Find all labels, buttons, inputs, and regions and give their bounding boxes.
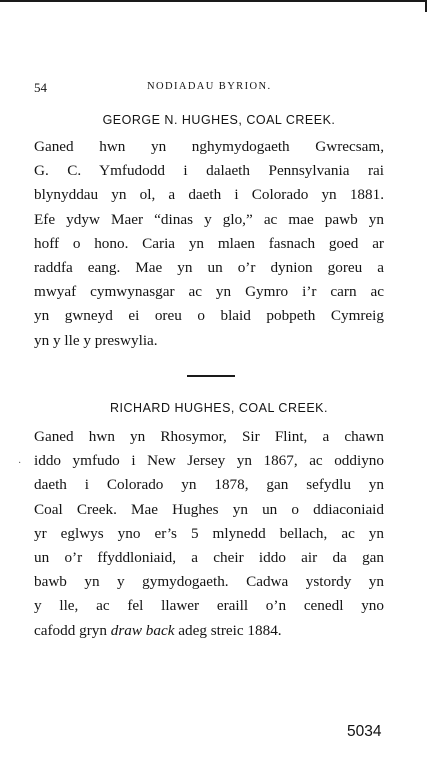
page-number: 54 — [34, 80, 47, 95]
paragraph-line: raddfa eang. Mae yn un o’r dynion goreu a — [34, 259, 384, 277]
paragraph-line: iddo ymfudo i New Jersey yn 1867, ac oddiyno — [34, 452, 384, 470]
section-heading-richard-hughes: RICHARD HUGHES, COAL CREEK. — [110, 401, 328, 415]
paragraph-line: Ganed hwn yn nghymydogaeth Gwrecsam, — [34, 138, 384, 155]
paragraph-line: blynyddau yn ol, a daeth i Colorado yn 1881. — [34, 186, 384, 204]
paragraph-line: Ganed hwn yn Rhosymor, Sir Flint, a chawn — [34, 428, 384, 445]
running-title: NODIADAU BYRION. — [147, 81, 272, 92]
paragraph-line: yn y lle y preswylia. — [34, 331, 158, 349]
paragraph-line: Efe ydyw Maer “dinas y glo,” ac mae pawb yn — [34, 210, 384, 228]
page-footer-number: 5034 — [347, 723, 382, 740]
paragraph-george-hughes — [34, 135, 384, 353]
paragraph-line: Coal Creek. Mae Hughes yn un o ddiaconiaid — [34, 500, 384, 518]
last-line-start: cafodd gryn — [34, 621, 111, 639]
paragraph-last-line — [34, 619, 384, 643]
running-head — [34, 80, 384, 98]
paragraph-line: mwyaf cymwynasgar ac yn Gymro i’r carn ac — [34, 283, 384, 301]
paragraph-line: yn gwneyd ei oreu o blaid pobpeth Cymreig — [34, 307, 384, 325]
paragraph-line: hoff o hono. Caria yn mlaen fasnach goed ar — [34, 234, 384, 252]
section-heading-george-hughes: GEORGE N. HUGHES, COAL CREEK. — [102, 113, 336, 127]
paragraph-line: bawb yn y gymydogaeth. Cadwa ystordy yn — [34, 573, 384, 591]
paragraph-line: yr eglwys yno er’s 5 mlynedd bellach, ac yn — [34, 524, 384, 542]
last-line-end: adeg streic 1884. — [174, 621, 282, 639]
top-border-rule — [0, 0, 426, 2]
margin-mark: · — [18, 458, 22, 469]
italic-phrase: draw back — [110, 621, 175, 639]
right-border-rule — [425, 0, 427, 12]
paragraph-line: un o’r ffyddloniaid, a cheir iddo air da gan — [34, 549, 384, 567]
paragraph-line: G. C. Ymfudodd i dalaeth Pennsylvania rai — [34, 162, 384, 180]
paragraph-line: y lle, ac fel llawer eraill o’n cenedl yno — [34, 597, 384, 615]
section-divider — [187, 375, 235, 377]
paragraph-richard-hughes — [34, 425, 384, 643]
paragraph-line: daeth i Colorado yn 1878, gan sefydlu yn — [34, 476, 384, 494]
